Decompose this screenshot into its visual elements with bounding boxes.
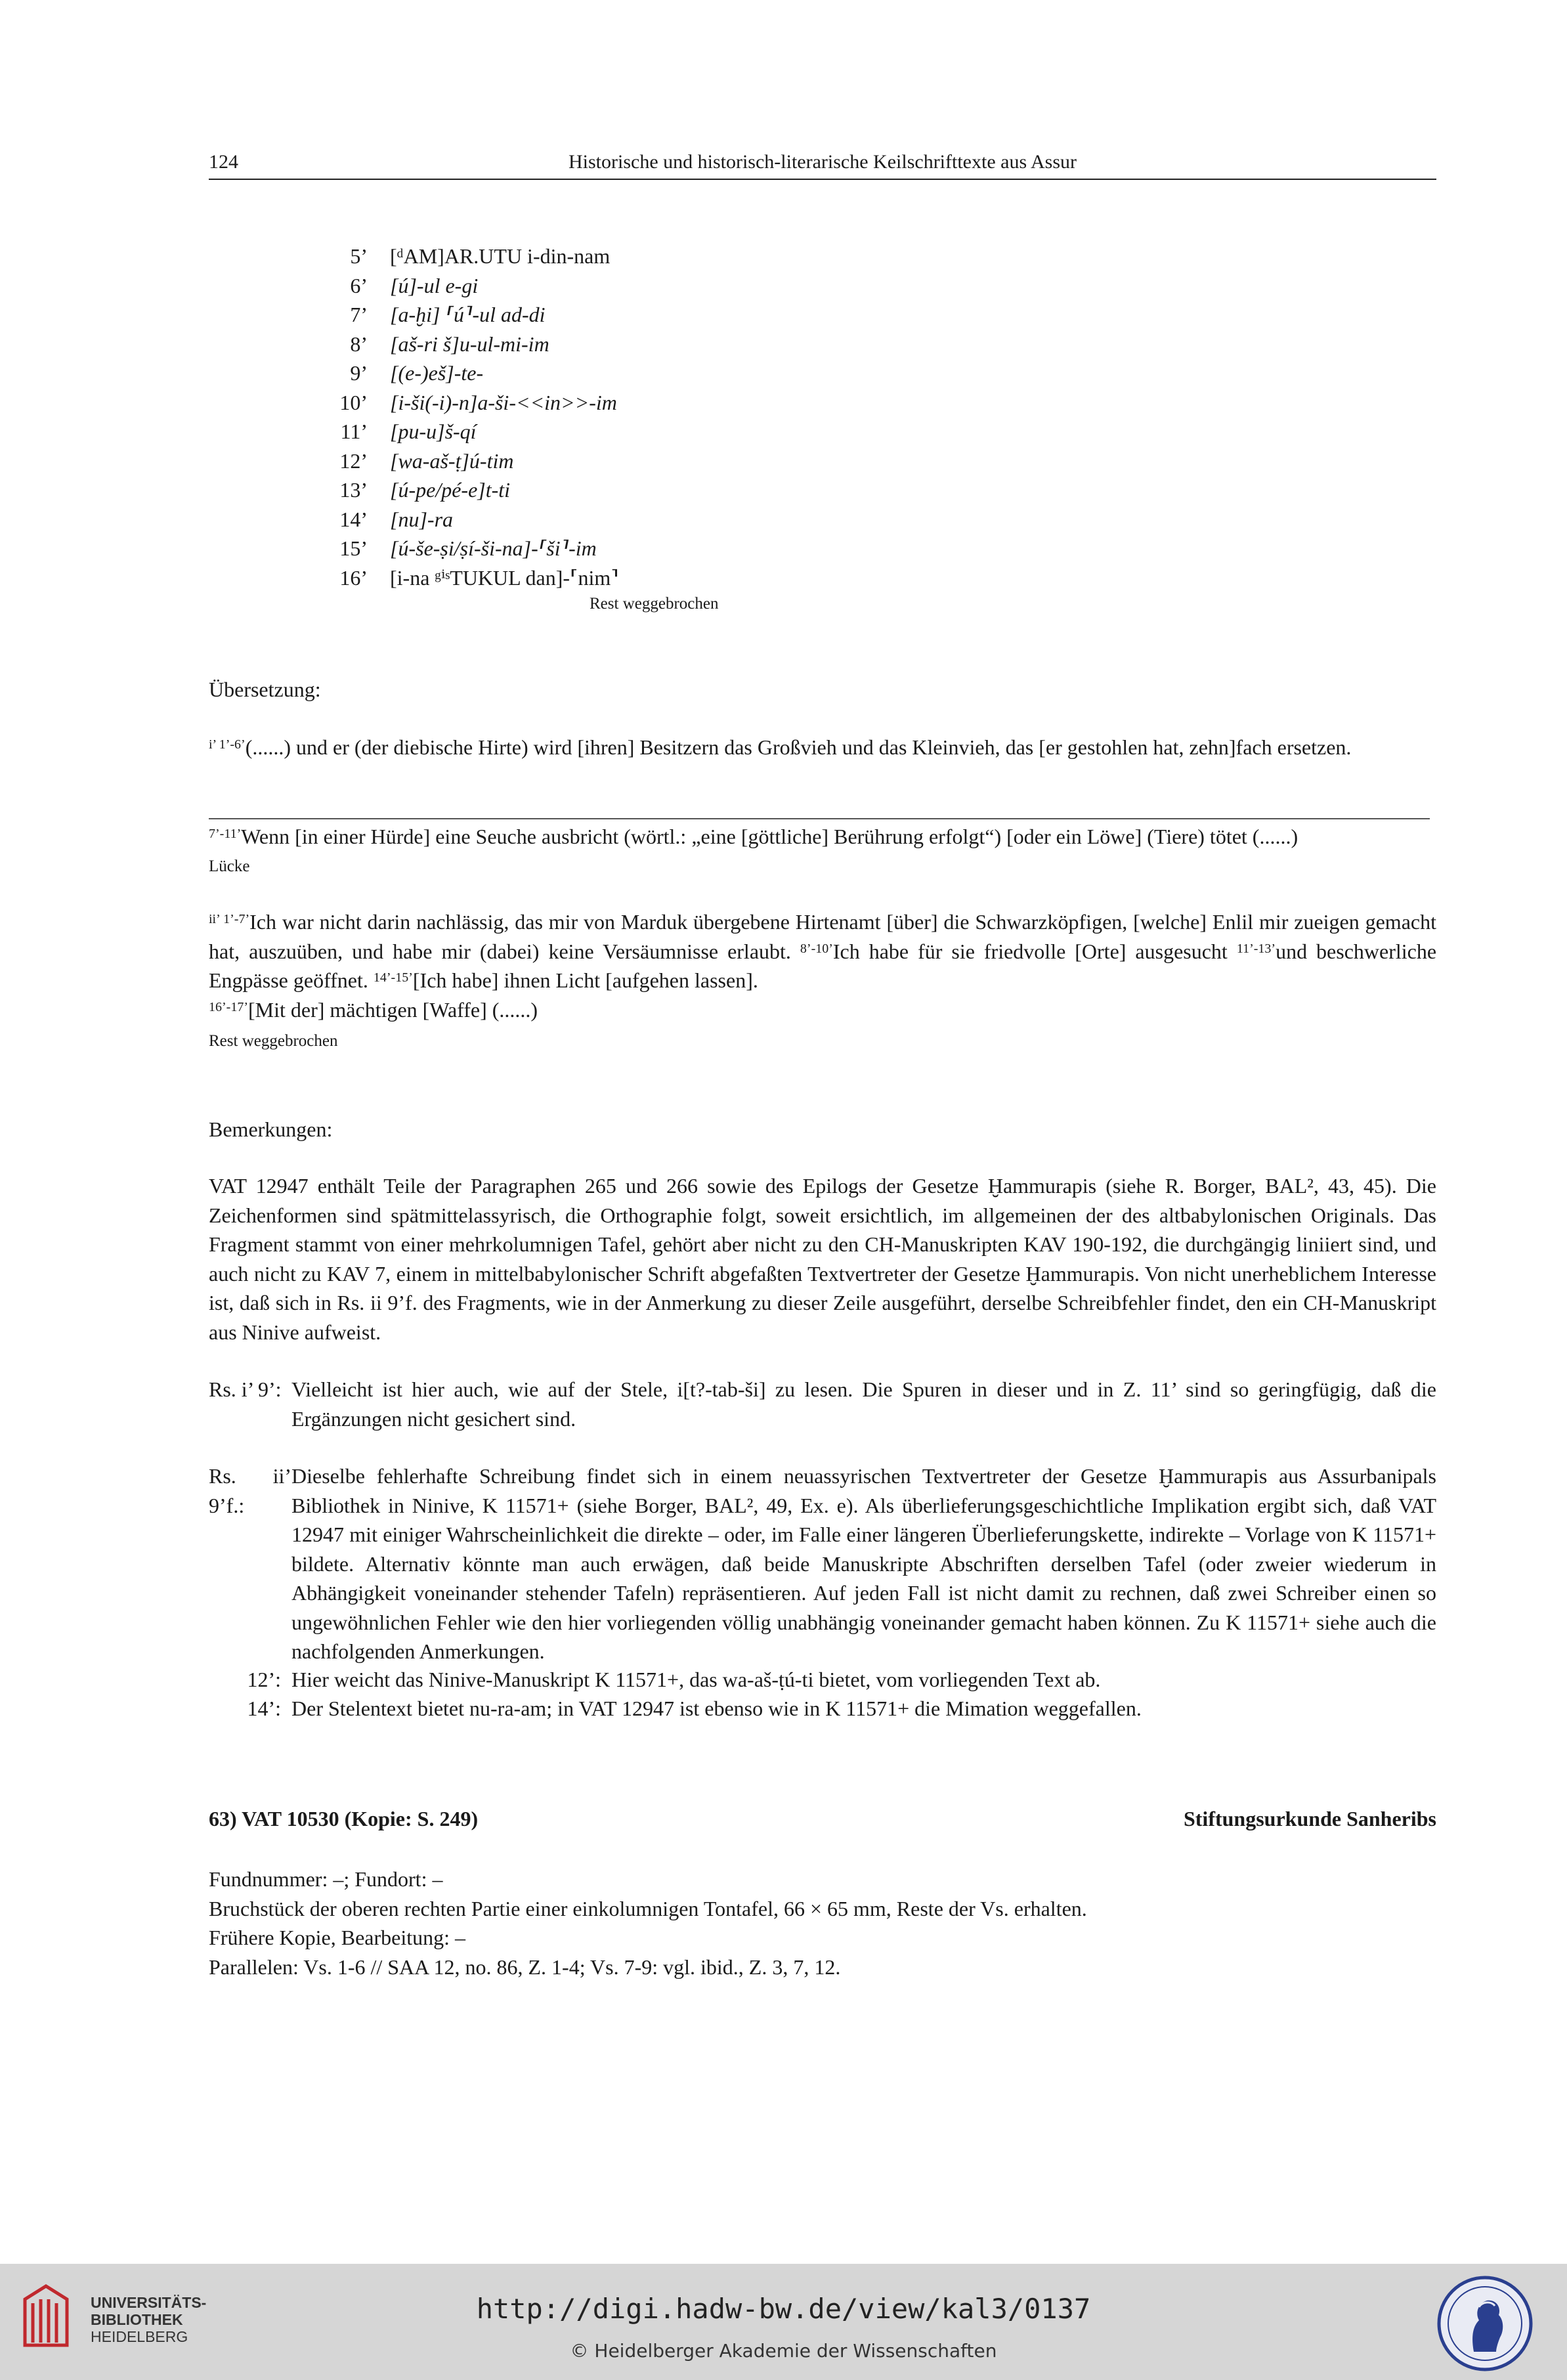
line-ref: i’ 1’-6’ [209, 737, 246, 752]
line-text: [ᵈAM]AR.UTU i-din-nam [390, 244, 611, 268]
line-text: [nu]-ra [390, 507, 454, 531]
line-ref: 14’-15’ [373, 970, 413, 985]
info-line: Parallelen: Vs. 1-6 // SAA 12, no. 86, Z. 1-4; Vs. 7-9: vgl. ibid., Z. 3, 7, 12. [209, 1955, 841, 1979]
logo-line: UNIVERSITÄTS- [91, 2294, 207, 2311]
translation-text: Wenn [in einer Hürde] eine Seuche ausbricht (wörtl.: „eine [göttliche] Berührung erfolgt“) [oder ein Löwe] (Tiere) tötet (......) [241, 825, 1299, 848]
luecke-note: Lücke [209, 857, 250, 875]
footer-bar [0, 2264, 1567, 2380]
translation-text: [Mit der] mächtigen [Waffe] (......) [247, 997, 538, 1022]
line-number: 14’ [339, 507, 368, 531]
divider [209, 818, 1430, 819]
rest-broken-note: Rest weggebrochen [590, 595, 719, 613]
text-line [307, 242, 619, 271]
line-number: 8’ [350, 332, 368, 356]
note-text: Hier weicht das Ninive-Manuskript K 11571+, das wa-aš-ṭú-ti bietet, vom vorliegenden Text ab. [291, 1668, 1101, 1691]
section-63-header [209, 1807, 1436, 1831]
line-text: [pu-u]š-qí [390, 420, 477, 443]
line-number: 5’ [350, 244, 368, 268]
uebersetzung-heading: Übersetzung: [209, 678, 321, 701]
running-head [209, 148, 1436, 180]
logo-line: BIBLIOTHEK [91, 2311, 183, 2328]
text-line [307, 475, 619, 505]
bemerkungen-heading: Bemerkungen: [209, 1117, 333, 1141]
text-line [307, 417, 619, 446]
text-line [307, 358, 619, 388]
line-number: 9’ [350, 361, 368, 385]
academy-seal-icon [1436, 2274, 1534, 2373]
translation-text: Ich habe für sie friedvolle [Orte] ausgesucht [832, 939, 1228, 963]
line-text: [(e-)eš]-te- [390, 361, 484, 385]
line-number: 12’ [339, 448, 368, 473]
line-ref: 11’-13’ [1236, 941, 1276, 956]
info-line: Bruchstück der oberen rechten Partie einer einkolumnigen Tontafel, 66 × 65 mm, Reste der Vs. erhalten. [209, 1896, 1087, 1920]
note-label: Rs. i’ 9’: [209, 1377, 282, 1401]
section-subject: Stiftungsurkunde Sanheribs [1183, 1807, 1436, 1830]
line-ref: 7’-11’ [209, 827, 242, 841]
text-line [307, 330, 619, 359]
bemerkungen-paragraph: VAT 12947 enthält Teile der Paragraphen 265 und 266 sowie des Epilogs der Gesetze Ḫammurapis (siehe R. Borger, BAL², 43, 45). Die Zeichenformen sind spätmittelassyrisch, die Orthographie folgt, soweit ersichtlich, im allgemeinen der des altbabylonischen Originals. Das Fragment stammt von einer mehrkolumnigen Tafel, gehört aber nicht zu den CH-Manuskripten KAV 190-192, die durchgängig liniiert sind, und auch nicht zu KAV 7, einem in mittelbabylonischer Schrift abgefaßten Textvertreter der Gesetze Ḫammurapis. Von nicht unerheblichem Interesse ist, daß sich in Rs. ii 9’f. des Fragments, wie in der Anmerkung zu dieser Zeile ausgeführt, derselbe Schreibfehler findet, den ein CH-Manuskript aus Ninive aufweist. [209, 1174, 1436, 1344]
line-number: 7’ [350, 303, 368, 326]
translation-7-11 [209, 822, 1436, 852]
page-number: 124 [209, 151, 238, 173]
translation-text: (......) und er (der diebische Hirte) wird [ihren] Besitzern das Großvieh und das Kleinvieh, das [er gestohlen hat, zehn]fach ersetzen. [245, 735, 1352, 759]
copyright-notice: © Heidelberger Akademie der Wissenschaften [570, 2340, 997, 2362]
text-line [307, 505, 619, 534]
line-number: 15’ [339, 536, 368, 560]
line-text: [i-na ᵍⁱˢTUKUL dan]-⸢nim⸣ [390, 565, 619, 590]
text-line [307, 271, 619, 301]
note-label: Rs. ii’ 9’f.: [209, 1464, 291, 1517]
note-label: 12’: [247, 1668, 281, 1691]
note-text: Dieselbe fehlerhafte Schreibung findet sich in einem neuassyrischen Textvertreter der Gesetze Ḫammurapis aus Assurbanipals Bibliothek in Ninive, K 11571+ (siehe Borger, BAL², 49, Ex. e). Als überlieferungsgeschichtliche Implikation ergibt sich, daß VAT 12947 mit einiger Wahrscheinlichkeit die direkte – oder, im Falle einer längeren Überlieferungskette, indirekte – Vorlage von K 11571+ bildete. Alternativ könnte man auch erwägen, daß beide Manuskripte Abschriften derselben Tafel (oder zweier wiederum in Abhängigkeit voneinander stehender Tafeln) repräsentieren. Auf jeden Fall ist nicht damit zu rechnen, daß zwei Schreiber einen so ungewöhnlichen Fehler wie den hier vorliegenden völlig unabhängig voneinander gemacht haben können. Zu K 11571+ siehe auch die nachfolgenden Anmerkungen. [291, 1464, 1436, 1663]
note-text: Der Stelentext bietet nu-ra-am; in VAT 12947 ist ebenso wie in K 11571+ die Mimation weggefallen. [291, 1697, 1142, 1720]
transliteration-lines [307, 242, 619, 592]
translation-text: Ich war nicht darin nachlässig, das mir von Marduk übergebene Hirtenamt [über] die Schwarzköpfigen, [welche] Enlil mir zueigen gemacht hat, auszuüben, und habe mir (dabei) keine Versäumnisse erlaubt. [209, 910, 1436, 963]
info-line: Fundnummer: –; Fundort: – [209, 1867, 443, 1891]
line-text: [a-ḫi] ⸢ú⸣-ul ad-di [390, 303, 546, 326]
note-rs-ii-9f [209, 1461, 1436, 1666]
translation-text: [Ich habe] ihnen Licht [aufgehen lassen]. [412, 968, 758, 992]
section-title: 63) VAT 10530 (Kopie: S. 249) [209, 1807, 479, 1830]
logo-line: HEIDELBERG [91, 2328, 188, 2345]
text-line [307, 563, 619, 593]
text-line [307, 300, 619, 330]
line-text: [ú-pe/pé-e]t-ti [390, 478, 511, 502]
line-number: 11’ [340, 420, 368, 443]
line-text: [aš-ri š]u-ul-mi-im [390, 332, 549, 356]
note-label: 14’: [247, 1697, 281, 1720]
line-text: [i-ši(-i)-n]a-ši-<<in>>-im [390, 390, 617, 414]
translation-text: und beschwerliche Engpässe geöffnet. [209, 939, 1437, 992]
line-text: [ú-še-ṣi/ṣí-ši-na]-⸢ši⸣-im [390, 536, 597, 560]
note-rs-i-9 [209, 1375, 1436, 1433]
note-12 [209, 1665, 1436, 1695]
line-number: 6’ [350, 273, 368, 297]
running-title: Historische und historisch-literarische Keilschrifttexte aus Assur [569, 151, 1077, 173]
line-number: 10’ [339, 390, 368, 414]
line-text: [ú]-ul e-gi [390, 273, 479, 297]
line-text: [wa-aš-ṭ]ú-tim [390, 448, 514, 473]
text-line [307, 388, 619, 418]
note-14 [209, 1694, 1436, 1723]
line-number: 16’ [339, 565, 368, 590]
text-line [307, 446, 619, 476]
line-ref: ii’ 1’-7’ [209, 912, 250, 926]
section-63-info [209, 1865, 1087, 1981]
translation-i [209, 733, 1436, 762]
permalink-url[interactable]: http://digi.hadw-bw.de/view/kal3/0137 [476, 2293, 1091, 2325]
line-number: 13’ [339, 478, 368, 502]
info-line: Frühere Kopie, Bearbeitung: – [209, 1926, 465, 1949]
text-line [307, 534, 619, 563]
line-ref: 16’-17’ [209, 999, 248, 1014]
note-text: Vielleicht ist hier auch, wie auf der Stele, i[t?-tab-ši] zu lesen. Die Spuren in dieser und in Z. 11’ sind so geringfügig, daß die Ergänzungen nicht gesichert sind. [291, 1377, 1436, 1431]
rest-broken-note: Rest weggebrochen [209, 1032, 338, 1050]
translation-ii [209, 907, 1436, 1024]
line-ref: 8’-10’ [800, 941, 833, 956]
